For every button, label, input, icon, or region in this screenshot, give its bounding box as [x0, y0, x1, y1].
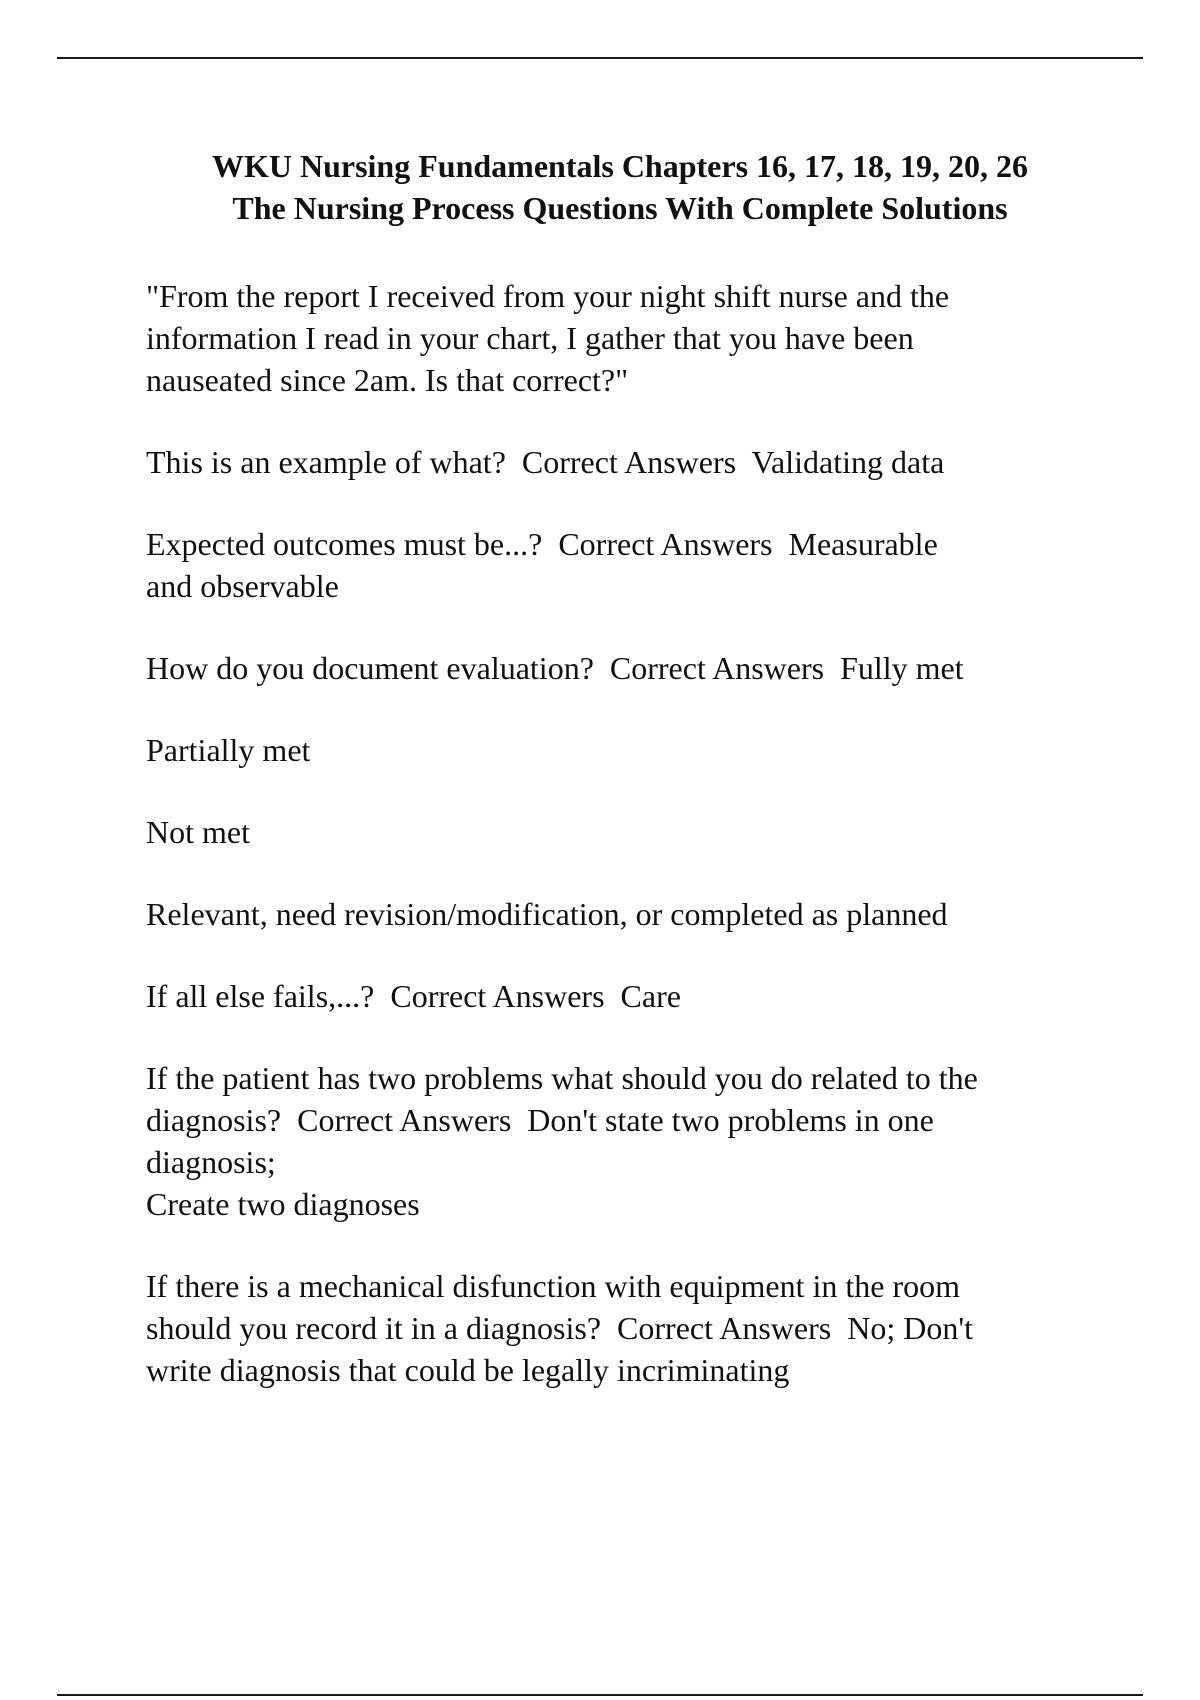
answer-not-met: Not met [146, 814, 250, 850]
document-body [146, 145, 1106, 1391]
question-quote: "From the report I received from your night shift nurse and the information I read in your chart, I gather that you have been nauseated since 2am. Is that correct?" [146, 278, 950, 398]
header-rule [57, 57, 1143, 59]
answer-partially-met: Partially met [146, 732, 311, 768]
qa-all-else-fails: If all else fails,...? Correct Answers Care [146, 978, 681, 1014]
footer-rule [57, 1694, 1143, 1696]
qa-two-problems: If the patient has two problems what should you do related to the diagnosis? Correct Answers Don't state two problems in one diagnosis; Create two diagnoses [146, 1060, 978, 1222]
title-line-1: WKU Nursing Fundamentals Chapters 16, 17, 18, 19, 20, 26 [211, 148, 1029, 184]
qa-expected-outcomes: Expected outcomes must be...? Correct Answers Measurable and observable [146, 526, 938, 604]
title-line-2: The Nursing Process Questions With Complete Solutions [232, 190, 1008, 226]
answer-relevant: Relevant, need revision/modification, or completed as planned [146, 896, 948, 932]
document-title [146, 145, 1094, 229]
qa-mechanical-disfunction: If there is a mechanical disfunction with equipment in the room should you record it in a diagnosis? Correct Answers No; Don't write diagnosis that could be legally incriminating [146, 1268, 973, 1388]
qa-validating-data: This is an example of what? Correct Answers Validating data [146, 444, 945, 480]
qa-document-evaluation: How do you document evaluation? Correct Answers Fully met [146, 650, 964, 686]
